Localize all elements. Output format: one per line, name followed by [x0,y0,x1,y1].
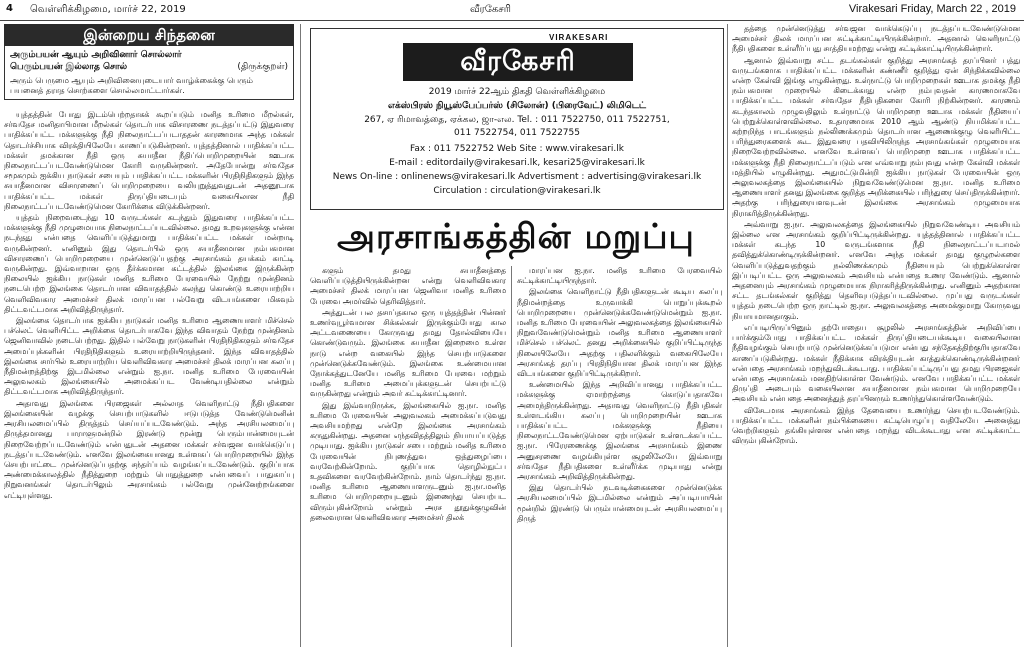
article-paragraph: இது தொடர்பில் நடவடிக்கைகளை முன்னெடுக்க அரசியலமைப்பில் இடமில்லை என்றும் அப்படியாயின் மூன்றில் இரண்டு பெரும்பான்மையுடன் அரசியலமைப்பு திருத் [517,483,722,523]
article-paragraph: களும் தமது சுயாதீனத்தை வெளிப்படுத்தியிருக்கின்றன என்று வெளிவிவகார அமைச்சர் திலக் மாரப்பன ஜெனிவா மனித உரிமை பேரவை அமர்வில் தெரிவித்தார். [310,266,506,306]
masthead-date: 2019 மார்ச் 22ஆம் திகதி வெள்ளிக்கிழமை [428,87,606,97]
masthead-fax-web: Fax : 011 7522752 Web Site : www.virakesari.lk [409,144,624,154]
kural-box [4,46,294,100]
column-rule [511,266,512,647]
column-rule [727,24,728,647]
kural-reference: (திருக்குறள்) [237,62,288,72]
article-paragraph: அத்துடன் பல தசாப்தகால ஒரு யுத்தத்தின் பின்னர் உணர்வுபூர்வமான சிக்கல்கள் இருக்கும்போது கால அட்டவணையை கோருவது தமது தோல்வியையே கொண்டுவரும். இலங்கை சுயாதீன இறைமை உள்ள நாடு என்ற வகையில் இந்த செயற்பாடுகளை முன்னெடுக்கவேண்டும். இலங்கை உண்மையான நோக்கத்துடனேயே மனித உரிமை பேரவை மற்றும் மனித உரிமை அமைப்புக்களுடன் செயற்பட்டு வருகின்றது என்றும் அவர் சுட்டிக்காட்டினார். [310,307,506,399]
article-paragraph: அவ்வாறு ஐ.நா. அலுவலகத்தை இலங்கையில் நிறுவவேண்டிய அவசியம் இல்லை என அரசாங்கம் குறிப்பிட்டிருக்கின்றது. யுத்தத்தினால் பாதிக்கப்பட்ட மக்கள் கடந்த 10 வருடங்களாக நீதி நிலைநாட்டப்படாமல் தவித்துக்கொண்டிருக்கின்றனர். எனவே அந்த மக்கள் தமது குழுறல்களை வெளிப்படுத்துவதற்கும் நல்லிணக்கமும் நீதியையும் பெற்றுக்கொள்ள இப்படிப்பட்ட ஒரு அலுவலகம் அவசியம் என்பதை உணர வேண்டும். ஆனால் அதனையும் அரசாங்கம் முழுமையாக நிராகரித்திருக்கின்றது. எனினும் அதற்கான சட்ட தடங்கல்கள் குறித்து தெளிவுபடுத்தப்படவில்லை. முப்பது வருடங்கள் யுத்தம் நடைபெற்ற ஒரு நாட்டில் ஐ.நா. அலுவலகத்தை அமைக்குமாறு கோருவது நியாயமானதாகும். [732,219,1020,321]
column-middle-left [310,266,506,647]
article-paragraph: தத்தை முன்னெடுத்து சர்வஜன வாக்கெடுப்பு நடத்தப்படவேண்டுமென அமைச்சர் திலக் மாரப்பன சுட்டிக்காட்டியிருக்கின்றார். அதனால் வெளிநாட்டு நீதிபதிகளை உள்ளீர்ப்பது சாத்தியமற்றது என்று சுட்டிக்காட்டியிருக்கின்றார். [732,24,1020,54]
article-paragraph: எப்படியிருப்பினும் தற்போதைய சூழலில் அரசாங்கத்தின் அறிவிப்பை பார்க்கும்போது பாதிக்கப்பட்ட மக்கள் திருப்தியடையக்கூடிய வகையிலான நீதிவழங்கும் செயற்பாடு முன்னெடுக்கப்படுமா என்பது சந்தேகத்திற்குரியதாகவே காணப்படுகின்றது. மக்கள் நீதிக்காக விரக்தியுடன் காத்துக்கொண்டிருக்கின்றனர் என்பதை அரசாங்கம் மறந்துவிடக்கூடாது. பாதிக்கப்பட்டிருப்பது தமது பிரஜைகள் என்பதை அரசாங்கம் மனதிற்கொள்ள வேண்டும். எனவே பாதிக்கப்பட்ட மக்கள் திருப்தி அடையும் வகையிலான சுயாதீனமான நம்பகமான பொறிமுறையே அவசியம் என்பதை அனைத்துத் தரப்பினரும் உணர்ந்துகொள்ளவேண்டும். [732,322,1020,404]
masthead-email: E-mail : editordaily@virakesari.lk, kesari25@virakesari.lk [389,158,645,168]
masthead-telephone: 011 7522754, 011 7522755 [454,128,580,138]
column-middle-right [517,266,722,647]
masthead-logo: வீரகேசரி [403,43,633,81]
kural-meaning: அரும் பெருமை ஆயும் அறிவினையுடையார் வாழ்க்கைக்கு பெரும் பயனைத் தராத சொற்களை சொல்லமாட்டார்கள். [10,76,253,95]
article-paragraph: விசேடமாக அரசாங்கம் இந்த தேவையை உணர்ந்து செயற்படவேண்டும். பாதிக்கப்பட்ட மக்களின் நம்பிக்கையை கட்டியெழுப்பு வதிலேயே அனைத்து வெற்றிகளும் தங்கியுள்ளன என்பதை மறந்து விடக்கூடாது என சுட்டிக்காட்ட விரும்புகின்றோம். [732,405,1020,446]
header-date-english: Virakesari Friday, March 22 , 2019 [848,3,1016,15]
masthead-box [310,28,724,210]
kural-line-2-text: பெரும்பயன் இல்லாத சொல் [10,62,128,72]
thought-heading: இன்றைய சிந்தனை [4,24,294,46]
masthead-publisher: எக்ஸ்பிரஸ் நியூஸ்பேப்பர்ஸ் (சிலோன்) (பிரைவேட்) லிமிடெட் [387,101,647,111]
column-rule [300,24,301,647]
masthead-news-online: News On-line : onlinenews@virakesari.lk Advertisment : advertising@virakesari.lk [332,172,702,182]
header-date-tamil: வெள்ளிக்கிழமை, மார்ச் 22, 2019 [30,4,186,15]
header-paper-name: வீரகேசரி [470,4,511,15]
kural-line-2 [10,61,288,73]
kural-line-1: அரும்பயன் ஆயும் அறிவினார் சொல்லார் [10,50,182,60]
article-paragraph: ஆனால் இவ்வாறு சட்ட தடங்கல்கள் குறித்து அரசாங்கத் தரப்பினர் பத்து வருடங்களாக பாதிக்கப்பட்ட மக்களின் கண்ணீர் குறித்து ஏன் சிந்திக்கவில்லை என்ற கேள்வி இங்கு எழுகின்றது. உள்நாட்டு பொறிமுறைகள் ஊடாக தமக்கு நீதி நம்பகமான முறையில் கிடைக்காது என்ற நம்புவதன் காரணமாகவே பாதிக்கப்பட்ட மக்கள் சர்வதேச நீதிபதிகளை கோரி நிற்கின்றனர். காரணம் கடந்தகாலம் முழுவதிலும் உள்நாட்டு பொறிமுறை ஊடாக மக்கள் நீதியைப் பெற்றுக்கொள்ளவில்லை. உதாரணமாக 2010 ஆம் ஆண்டு நியமிக்கப்பட்ட கற்றறிந்த பாடங்களும் நல்லிணக்கமும் தொடர்பான ஆணைக்குழு வெளியிட்ட பரிந்துரைகளைக் கூட இதுவரை பதவியிலிருந்த அரசாங்கங்கள் முழுமையாக நிறைவேற்றவில்லை. எனவே உள்ளகப் பொறிமுறை ஊடாக பாதிக்கப்பட்ட மக்களுக்கு நீதி நிலைநாட்டப்படும் என எவ்வாறு நம்புவது என்ற கேள்வி மக்கள் மத்தியில் எழுகின்றது. அதுமட்டுமின்றி ஐக்கிய நாடுகள் பேரவையின் ஒரு அலுவலகத்தை இலங்கையில் நிறுவவேண்டுமென ஐ.நா. மனித உரிமை ஆணையாளர் தனது இலங்கை குறித்த அறிக்கையில் பரிந்துரை செய்திருக்கின்றார். அதற்கு பரிந்துரையளவுடன் இலங்கை அரசாங்கம் முழுமையாக நிராகரித்திருக்கின்றது. [732,55,1020,218]
page-number: 4 [6,3,13,14]
article-paragraph: இது இவ்வாறிருக்க, இலங்கையில் ஐ.நா. மனித உரிமை பேரவையின் அலுவலகம் அமைக்கப்படுவது அவசியமற்றது என்றே இலங்கை அரசாங்கம் கருதுகின்றது. அதனை எந்தவிதத்திலும் நியாயப்படுத்த முடியாது. ஐக்கிய நாடுகள் சபை மற்றும் மனித உரிமை பேரவையின் நிபுணத்துவ ஒத்துழைப்பை வரவேற்கின்றோம். குறிப்பாக தொழில்நுட்ப உதவிகளை வரவேற்கின்றோம். நாம் தொடர்ந்து ஐ.நா. மனித உரிமை ஆணையாளருடனும் ஐ.நா.மனித உரிமை பொறிமுறையுடனும் இணைந்து செயற்பட விரும்புகின்றோம் என்றும் அரச தூதுக்குழுவின் தலைவரான வெளிவிவகார அமைச்சர் திலக் [310,400,506,522]
column-right [732,24,1020,647]
article-paragraph: உண்மையில் இந்த அறிவிப்பானது பாதிக்கப்பட்ட மக்களுக்கு ஏமாற்றத்தை கொடுப்பதாகவே அமைந்திருக்கின்றது. அதாவது வெளிநாட்டு நீதிபதிகள் உள்ளடங்கிய கலப்பு பொறிமுறையின் ஊடாக பாதிக்கப்பட்ட மக்களுக்கு நீதியை நிலைநாட்டவேண்டுமென ஏற்பாடுகள் உள்ளடக்கப்பட்ட ஐ.நா. பிரேரணைக்கு இலங்கை அரசாங்கம் இணை அனுசரணை வழங்கியுள்ள சூழலிலேயே இவ்வாறு சர்வதேச நீதிபதிகளை உள்ளீர்க்க முடியாது என்று அரசாங்கம் அறிவித்திருக்கின்றது. [517,380,722,482]
article-paragraph: மாரப்பன ஐ.நா. மனித உரிமை பேரவையில் சுட்டிக்காட்டியிருந்தார். [517,266,722,286]
article-paragraph: யுத்தம் நிறைவடைந்து 10 வருடங்கள் கடந்தும் இதுவரை பாதிக்கப்பட்ட மக்களுக்கு நீதி முழுமையாக நிலைநாட்டப்படவில்லை. தமது உறவுகளுக்கு என்ன நடந்தது என்பதை வெளிப்படுத்துமாறு பாதிக்கப்பட்ட மக்கள் மன்றாடி வருகின்றனர். எனினும் இது தொடர்பில் ஒரு சுயாதீனமான நம்பகமான விசாரணைப் பொறிமுறையை முன்னெடுப்பதற்கு அரசாங்கம் தயக்கம் காட்டி வருகின்றது. இவ்வாறான ஒரு தீர்க்கமான கட்டத்தில் இலங்கை இருக்கின்ற நிலையில் ஐக்கிய நாடுகள் மனித உரிமை பேரவையில் நேற்று முன்தினம் நடைபெற்ற இலங்கை தொடர்பான விவாதத்தில் கலந்து கொண்டு உரையாற்றிய வெளிவிவகார அமைச்சர் திலக் மாரப்பன பல்வேறு விடயங்களை மிகவும் திட்டவட்டமாக அறிவித்திருந்தார். [4,213,294,314]
column-left [4,24,294,647]
article-paragraph: இலங்கை தொடர்பாக ஐக்கிய நாடுகள் மனித உரிமை ஆணையாளர் மிச்செல் பச்லெட் வெளியிட்ட அறிக்கை தொடர்பாகவே இந்த விவாதம் நேற்று முன்தினம் ஜெனிவாவில் நடைபெற்றது. இதில் பல்வேறு நாடுகளின் பிரதிநிதிகளும் சர்வதேச அமைப்புக்களின் பிரதிநிதிகளும் உரையாற்றியிருந்தனர். இந்த விவாதத்தில் இலங்கை சார்பில் உரையாற்றிய வெளிவிவகார அமைச்சர் திலக் மாரப்பன கலப்பு நீதிமன்றத்திற்கு இடமில்லை என்றும் ஐ.நா. மனித உரிமை பேரவையின் அலுவலகம் இலங்கையில் அமைக்கப்பட வேண்டியதில்லை என்றும் திட்டவட்டமாக அறிவித்திருந்தார். [4,316,294,397]
article-paragraph: அதாவது இலங்கை பிரஜைகள் அல்லாத வெளிநாட்டு நீதிபதிகளை இலங்கையின் வழக்கு செயற்பாடுகளில் ஈடுபடுத்த வேண்டுமெனின் அரசியலமைப்பில் திருத்தம் செய்யப்படவேண்டும். அந்த அரசியலமைப்பு திருத்தமானது பாராளுமன்றில் இரண்டு மூன்று பெரும்பான்மையுடன் நிறைவேற்றப்படவேண்டும் என்பதுடன் அதனை மக்கள் சர்வஜன வாக்கெடுப்பு நடத்தப்படவேண்டும். எனவே இலங்கையானது உள்ளகப் பொறிமுறையில் இந்த செயற்பாட்டை முன்னெடுப்பதற்கு சந்தர்ப்பம் வழங்கப்படவேண்டும். குறிப்பாக அண்மைக்காலத்தில் நீதித்துறை மற்றும் பொதுத்துறை என்பவைப் பாதுகாப்பு நிறுவனங்கள் தொடர்பிலும் அரசாங்கம் பல்வேறு முன்னேற்றங்களை எட்டியுள்ளது. [4,398,294,500]
masthead-circulation: Circulation : circulation@virakesari.lk [433,186,601,196]
masthead-address: 267, ஏ ரிமாவத்தை, ஏக்கல, ஜா-எல. Tel. : 011 7522750, 011 7522751, [364,115,670,125]
article-paragraph: யுத்தத்தின் போது இடம்பெற்றதாகக் கூறப்படும் மனித உரிமை மீறல்கள், சர்வதேச மனிதாபிமான மீறல்கள் தொடர்பாக விசாரணை நடத்தப்பட்டு இதுவரை பாதிக்கப்பட்ட மக்களுக்கு நீதி நிலைநாட்டப்படாததன் காரணமாக அந்த மக்கள் தொடர்ச்சியாக விரக்தியிலேயே காணப்படுகின்றனர். யுத்தத்தினால் பாதிக்கப்பட்ட மக்கள் தமக்கான நீதி ஒரு சுயாதீன நீதிப்பொறிமுறையின் ஊடாக நிலைநாட்டப்படவேண்டுமென கோரி வருகின்றனர். அதேபோன்று சர்வதேச சமூகமும் ஐக்கிய நாடுகள் சபையும் பாதிக்கப்பட்ட மக்களின் பிரதிநிதிகளும் இந்த சுயாதீனமான விசாரணைப் பொறிமுறையை வலியுறுத்துவதுடன் அதனூடாக பாதிக்கப்பட்ட மக்கள் திருப்தியடையும் வகையிலான நீதி நிலைநாட்டப்படவேண்டுமென கோரிக்கை விடுக்கின்றனர். [4,110,294,211]
masthead-latin-name: VIRAKESARI [549,33,609,42]
page-header-bar [0,0,1024,21]
editorial-headline: அரசாங்கத்தின் மறுப்பு [337,217,695,257]
article-paragraph: இலங்கை வெளிநாட்டு நீதிபதிகளுடன் கூடிய கலப்பு நீதிமன்றத்தை உருவாக்கி பொறுப்புக்கூறல் பொறிமுறையை முன்னெடுக்கவேண்டுமென்றும் ஐ.நா. மனித உரிமை பேரவையின் அலுவலகத்தை இலங்கையில் நிறுவவேண்டுமென்றும் மனித உரிமை ஆணையாளர் மிச்செல் பச்லெட் தனது அறிக்கையில் குறிப்பிட்டிருந்த நிலையிலேயே அதற்கு பதிலளிக்கும் வகையிலேயே அரசாங்கத் தரப்பு பிரதிநிதியான திலக் மாரப்பன இந்த விடயங்களை குறிப்பிட்டிருக்கிறார். [517,287,722,379]
